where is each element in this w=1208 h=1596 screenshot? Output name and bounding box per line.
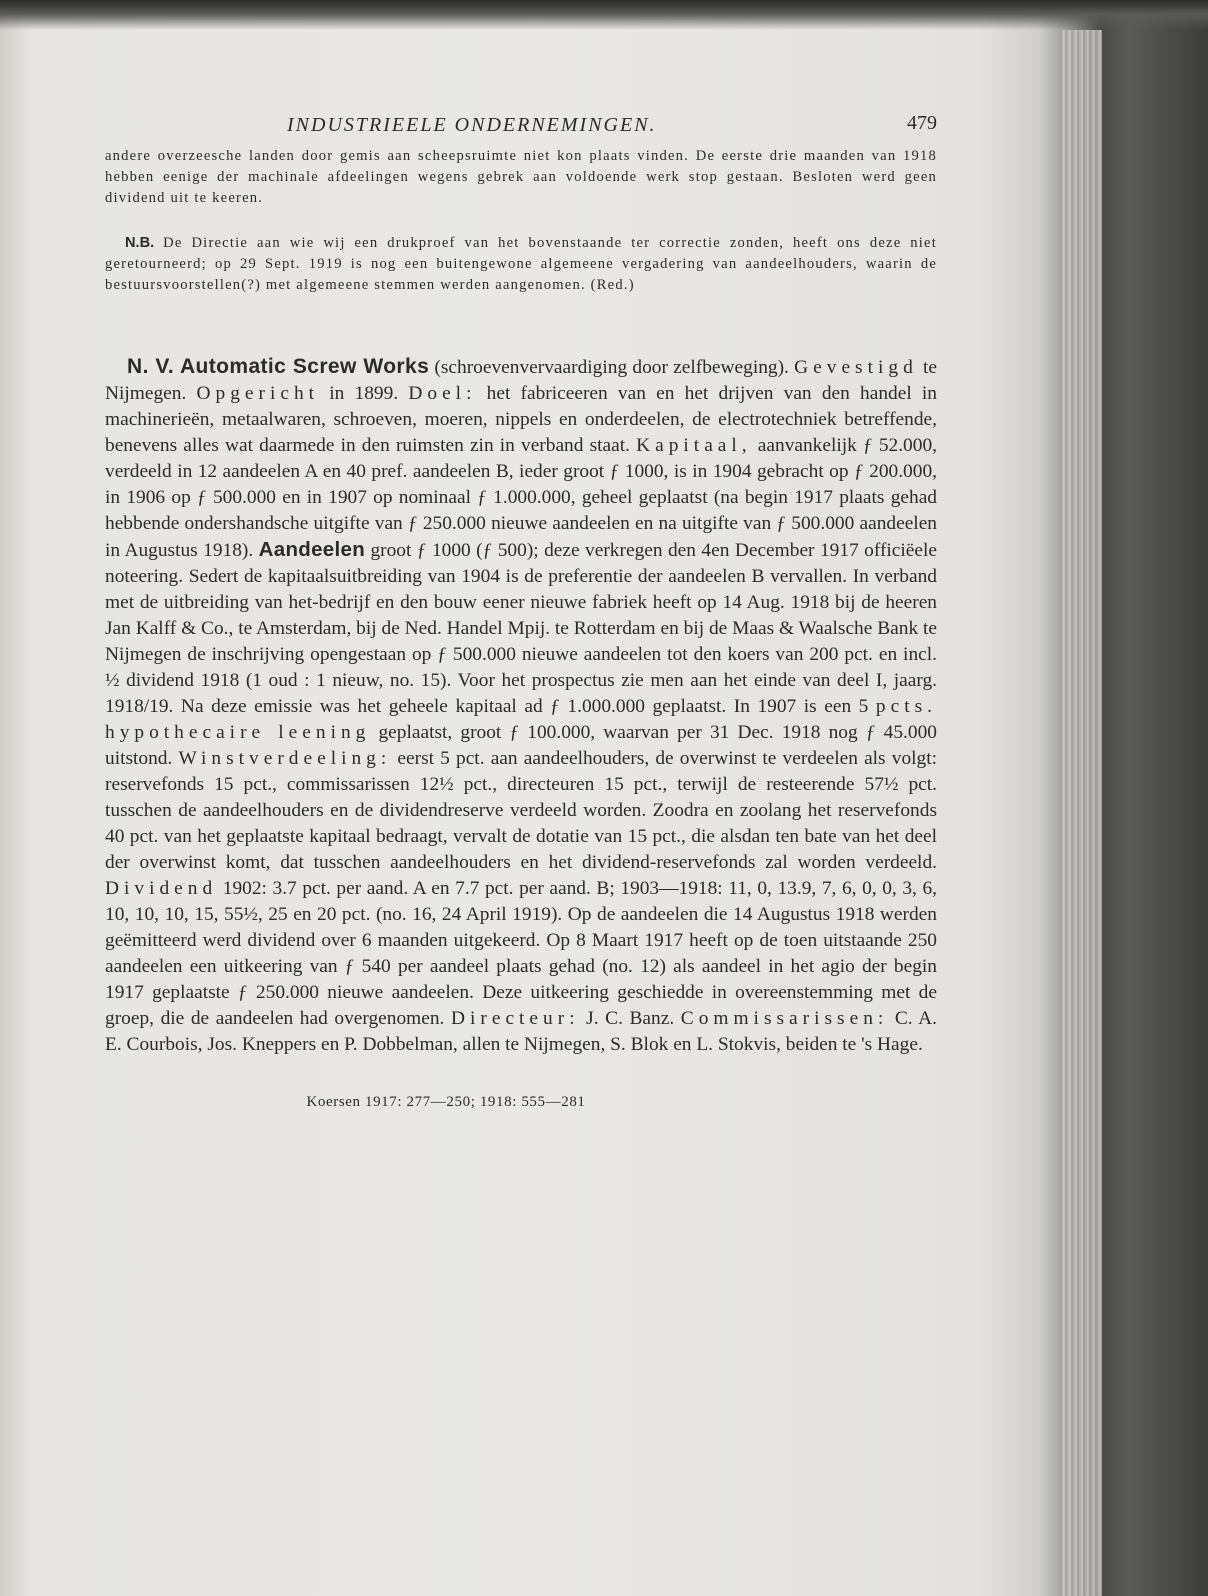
company-entry bbox=[105, 354, 937, 1058]
heading-leening: pcts. hypothecaire leening bbox=[105, 696, 937, 743]
running-header bbox=[105, 110, 937, 146]
heading-gevestigd: Gevestigd bbox=[794, 357, 918, 378]
heading-kapitaal: Kapitaal, bbox=[636, 435, 752, 456]
page-text-block bbox=[105, 110, 937, 1111]
intro-paragraph: andere overzeesche landen door gemis aan scheepsruimte niet kon plaats vinden. De eerste drie maanden van 1918 hebben eenige der machinale afdeelingen wegens gebrek aan voldoende werk stop gestaan. Besloten werd geen dividend uit te keeren. bbox=[105, 148, 937, 206]
heading-winstverdeeling: Winstverdeeling: bbox=[178, 748, 392, 769]
page-number: 479 bbox=[907, 112, 937, 134]
entry-text: in 1899. bbox=[319, 383, 409, 404]
entry-text: J. C. Banz. bbox=[579, 1008, 681, 1029]
running-title: INDUSTRIEELE ONDERNEMINGEN. bbox=[287, 114, 657, 136]
editor-note bbox=[105, 233, 937, 296]
entry-text: (schroevenvervaardiging door zelfbeweging). bbox=[429, 357, 795, 378]
heading-doel: Doel: bbox=[408, 383, 477, 404]
entry-text: aanvankelijk ƒ 52.000, verdeeld in 12 aandeelen A en 40 pref. aandeelen B, ieder groot ƒ 1000, is in 1904 gebracht op ƒ 200.000, in 1906 op ƒ 500.000 en in 1907 op nominaal ƒ 1.000.000, geheel geplaatst (na begin 1917 plaats gehad hebbende ondershandsche uitgifte van ƒ 250.000 nieuwe aandeelen en na uitgifte van ƒ 500.000 aandeelen in Augustus 1918). bbox=[105, 435, 937, 561]
entry-text: 1902: 3.7 pct. per aand. A en 7.7 pct. per aand. B; 1903—1918: 11, 0, 13.9, 7, 6, 0, 0, 3, 6, 10, 10, 10, 15, 55½, 25 en 20 pct. (no. 16, 24 April 1919). Op de aandeelen die 14 Augustus 1918 werden geëmitteerd werd dividend over 6 maanden uitgekeerd. Op 8 Maart 1917 heeft op de toen uitstaande 250 aandeelen een uitkeering van ƒ 540 per aandeel plaats gehad (no. 12) als aandeel in het agio der begin 1917 geplaatste ƒ 250.000 nieuwe aandeelen. Deze uitkeering geschiedde in overeenstemming met de groep, die de aandeelen had overgenomen. bbox=[105, 878, 937, 1029]
entry-text: te Nijmegen. bbox=[105, 357, 937, 404]
heading-dividend: Dividend bbox=[105, 878, 218, 899]
scan-top-shadow bbox=[0, 0, 1208, 30]
entry-text: geplaatst, groot ƒ 100.000, waarvan per 31 Dec. 1918 nog ƒ 45.000 uitstond. bbox=[105, 722, 937, 769]
entry-text: eerst 5 pct. aan aandeelhouders, de overwinst te verdeelen als volgt: reservefonds 15 pct., commissarissen 12½ pct., directeuren 15 pct., terwijl de resteerende 57½ pct. tusschen de aandeelhouders en de dividendreserve verdeeld worden. Zoodra en zoolang het reservefonds 40 pct. van het geplaatste kapitaal bedraagt, vervalt de dotatie van 15 pct., die alsdan ten bate van het deel der overwinst komt, dat tusschen aandeelhouders en het dividend-reservefonds zal worden verdeeld. bbox=[105, 748, 937, 873]
note-text: De Directie aan wie wij een drukproef van het bovenstaande ter correctie zonden, heeft ons deze niet geretourneerd; op 29 Sept. 1919 is nog een buitengewone algemeene vergadering van aandeelhouders, waarin de bestuursvoorstellen(?) met algemeene stemmen werden aangenomen. (Red.) bbox=[105, 235, 937, 293]
koersen-line: Koersen 1917: 277—250; 1918: 555—281 bbox=[306, 1094, 586, 1110]
note-label: N.B. bbox=[125, 235, 155, 251]
heading-commissarissen: Commissarissen: bbox=[680, 1008, 889, 1029]
company-name: N. V. Automatic Screw Works bbox=[127, 355, 430, 378]
entry-text: het fabriceeren van en het drijven van den handel in machinerieën, metaalwaren, schroeven, moeren, nippels en onderdeelen, de electrotechniek betreffende, benevens alles wat daarmede in den ruimsten zin in verband staat. bbox=[105, 383, 937, 456]
heading-aandeelen: Aandeelen bbox=[258, 538, 366, 561]
entry-text: C. A. E. Courbois, Jos. Kneppers en P. Dobbelman, allen te Nijmegen, S. Blok en L. Stokvis, beiden te 's Hage. bbox=[105, 1008, 937, 1055]
heading-opgericht: Opgericht bbox=[196, 383, 320, 404]
heading-directeur: Directeur: bbox=[450, 1008, 580, 1029]
entry-text: groot ƒ 1000 (ƒ 500); deze verkregen den 4en December 1917 officiëele noteering. Sedert de kapitaalsuitbreiding van 1904 is de preferentie der aandeelen B vervallen. In verband met de uitbreiding van het-bedrijf en den bouw eener nieuwe fabriek heeft op 14 Aug. 1918 bij de heeren Jan Kalff & Co., te Amsterdam, bij de Ned. Handel Mpij. te Rotterdam en bij de Maas & Waalsche Bank te Nijmegen de inschrijving opengestaan op ƒ 500.000 nieuwe aandeelen tot den koers van 200 pct. en incl. ½ dividend 1918 (1 oud : 1 nieuw, no. 15). Voor het prospectus zie men aan het einde van deel I, jaarg. 1918/19. Na deze emissie was het geheele kapitaal ad ƒ 1.000.000 geplaatst. In 1907 is een 5 bbox=[105, 540, 937, 717]
book-page-edges bbox=[1062, 30, 1102, 1596]
